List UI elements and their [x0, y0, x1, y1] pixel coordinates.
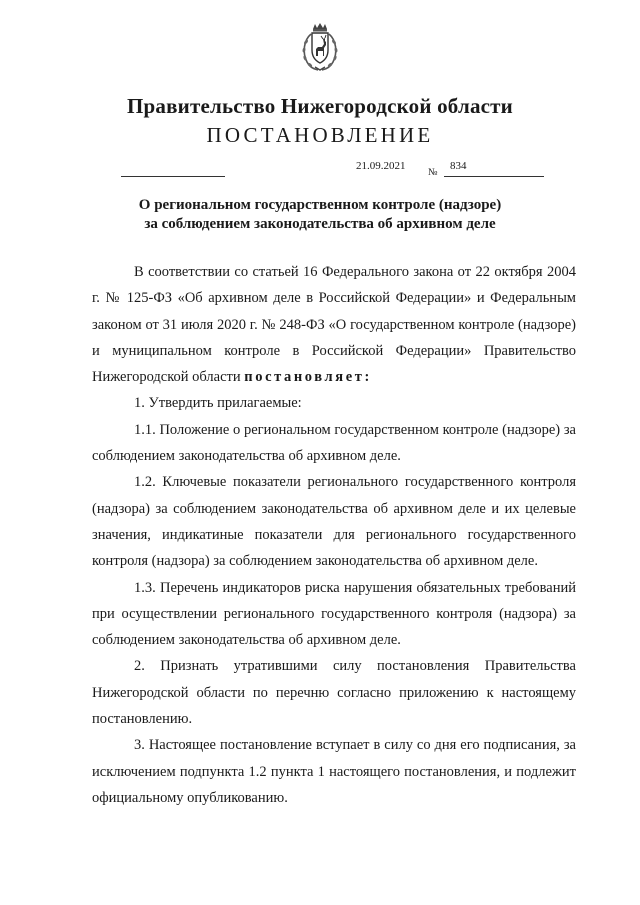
- blank-line-left: [121, 176, 225, 177]
- organization-title: Правительство Нижегородской области: [127, 94, 513, 118]
- paragraph-1-1: 1.1. Положение о региональном государственном контроле (надзоре) за соблюдением законодательства об архивном деле.: [92, 421, 576, 465]
- document-body: [92, 259, 576, 811]
- paragraph-1: 1. Утвердить прилагаемые:: [134, 395, 302, 412]
- coat-of-arms-icon: [299, 22, 341, 72]
- paragraph-1-2: 1.2. Ключевые показатели регионального государственного контроля (надзора) за соблюдением законодательства об архивном деле и их целевые значения, индикатиные показатели для регионального государственного контроля (надзора) за соблюдением законодательства об архивном деле.: [92, 474, 576, 570]
- subject-line-1: О региональном государственном контроле (надзоре): [138, 197, 502, 213]
- preamble-text: В соответствии со статьей 16 Федерального закона от 22 октября 2004 г. № 125-ФЗ «Об архивном деле в Российской Федерации» и Федеральным законом от 31 июля 2020 г. № 248-ФЗ «О государственном контроле (надзоре) и муниципальном контроле в Российской Федерации» Правительство Нижегородской области: [92, 264, 576, 386]
- number-label: №: [428, 167, 438, 178]
- paragraph-1-3: 1.3. Перечень индикаторов риска нарушения обязательных требований при осуществлении регионального государственного контроля (надзора) за соблюдением законодательства об архивном деле.: [92, 579, 576, 649]
- document-type: ПОСТАНОВЛЕНИЕ: [206, 123, 434, 147]
- preamble-paragraph: [92, 259, 576, 390]
- resolves-word: постановляет:: [244, 369, 372, 386]
- document-subject: [0, 196, 640, 234]
- paragraph-3: 3. Настоящее постановление вступает в силу со дня его подписания, за исключением подпункта 1.2 пункта 1 настоящего постановления, и подлежит официальному опубликованию.: [92, 737, 576, 806]
- paragraph-2: 2. Признать утратившими силу постановления Правительства Нижегородской области по перечню согласно приложению к настоящему постановлению.: [92, 658, 576, 728]
- document-date: 21.09.2021: [356, 160, 406, 172]
- number-underline: [444, 176, 544, 177]
- document-number: 834: [450, 160, 467, 172]
- subject-line-2: за соблюдением законодательства об архивном деле: [144, 216, 496, 232]
